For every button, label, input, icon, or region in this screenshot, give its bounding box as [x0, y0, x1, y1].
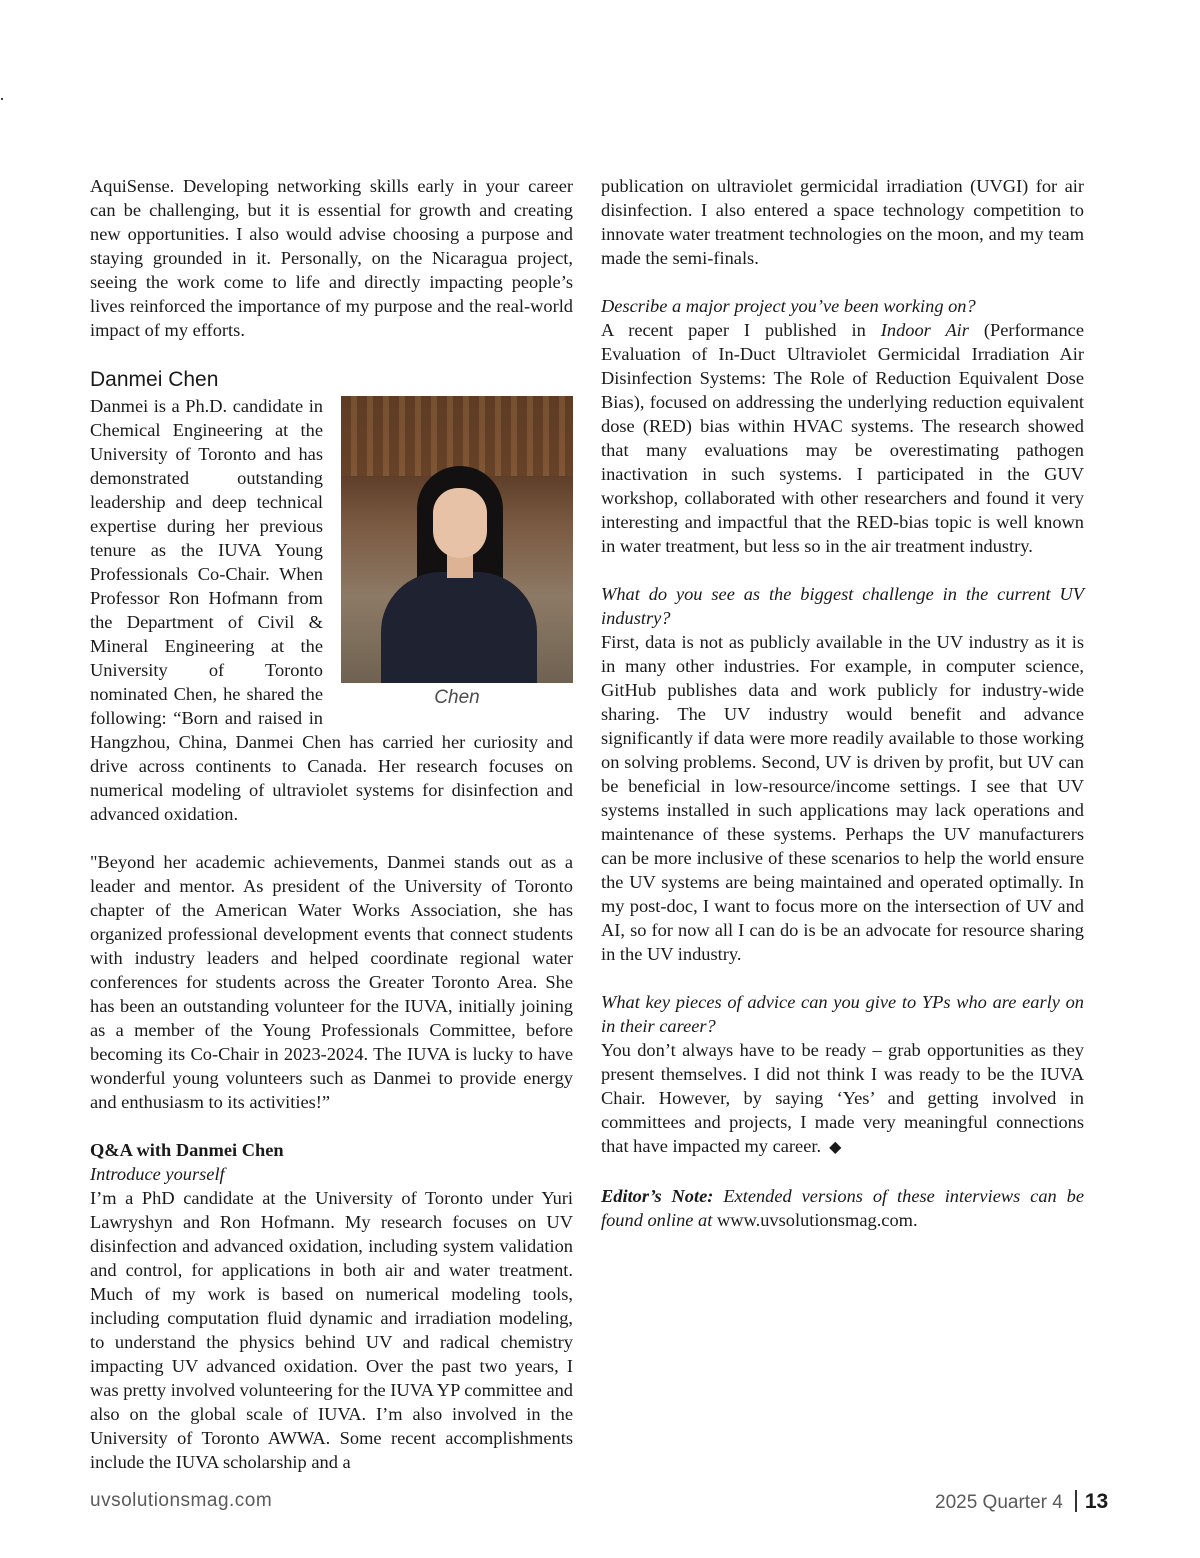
photo-caption: Chen: [434, 687, 480, 708]
editor-note-url[interactable]: www.uvsolutionsmag.com.: [716, 1210, 918, 1230]
continued-paragraph: publication on ultraviolet germicidal irradiation (UVGI) for air disinfection. I also entered a space technology competition to innovate water treatment technologies on the moon, and my team made the semi-finals.: [601, 176, 1084, 268]
answer-2-before: A recent paper I published in: [601, 320, 866, 340]
left-column: [90, 174, 573, 1474]
qa-answer-1: I’m a PhD candidate at the University of Toronto under Yuri Lawryshyn and Ron Hofmann. My research focuses on UV disinfection and advanced oxidation, including system validation and control, for applications in both air and water treatment. Much of my work is based on numerical modeling tools, including computation fluid dynamic and irradiation modeling, to understand the physics behind UV and radical chemistry impacting UV advanced oxidation. Over the past two years, I was pretty involved volunteering for the IUVA YP committee and also on the global scale of IUVA. I’m also involved in the University of Toronto AWWA. Some recent accomplishments include the IUVA scholarship and a: [90, 1188, 573, 1472]
qa-question-3: What do you see as the biggest challenge in the current UV industry?: [601, 584, 1084, 628]
qa-answer-4: [601, 1038, 1084, 1160]
qa-question-4: What key pieces of advice can you give to YPs who are early on in their career?: [601, 992, 1084, 1036]
qa-question-2: Describe a major project you’ve been working on?: [601, 296, 976, 316]
end-mark-icon: ◆: [829, 1139, 842, 1156]
qa-answer-2: [601, 318, 1084, 558]
profile-paragraph-2: "Beyond her academic achievements, Danmei stands out as a leader and mentor. As president of the University of Toronto chapter of the American Water Works Association, she has organized professional development events that connect students with industry leaders and helped coordinate regional water conferences for students across the Greater Toronto Area. She has been an outstanding volunteer for the IUVA, initially joining as a member of the Young Professionals Committee, before becoming its Co-Chair in 2023-2024. The IUVA is lucky to have wonderful young volunteers such as Danmei to provide energy and enthusiasm to its activities!”: [90, 852, 573, 1112]
footer-website[interactable]: uvsolutionsmag.com: [90, 1490, 273, 1511]
issue-label: 2025 Quarter 4: [935, 1492, 1063, 1513]
qa-heading: Q&A with Danmei Chen: [90, 1140, 284, 1160]
footer-issue: [935, 1490, 1108, 1514]
right-column: [601, 174, 1084, 1232]
intro-paragraph: AquiSense. Developing networking skills early in your career can be challenging, but it is essential for growth and creating new opportunities. I also would advise choosing a purpose and staying grounded in it. Personally, on the Nicaragua project, seeing the work come to life and directly impacting people’s lives reinforced the importance of my purpose and the real-world impact of my efforts.: [90, 176, 573, 340]
editor-note-label: Editor’s Note:: [601, 1186, 714, 1206]
section-heading: Danmei Chen: [90, 368, 219, 391]
page-number: 13: [1084, 1490, 1109, 1513]
editor-note: [601, 1184, 1084, 1232]
stray-mark: [1, 98, 3, 100]
portrait-figure: [341, 396, 573, 711]
footer-divider: [1075, 1490, 1077, 1512]
answer-2-after: (Performance Evaluation of In-Duct Ultraviolet Germicidal Irradiation Air Disinfection Systems: The Role of Reduction Equivalent Dose Bias), focused on addressing the underlying reduction equivalent dose (RED) bias within HVAC systems. The research showed that many evaluations may be overestimating pathogen inactivation in such systems. I participated in the GUV workshop, collaborated with other researchers and found it very interesting and impactful that the RED-bias topic is well known in water treatment, but less so in the air treatment industry.: [601, 320, 1084, 556]
profile-paragraph-1: Danmei is a Ph.D. candidate in Chemical Engineering at the University of Toronto and has demonstrated outstanding leadership and deep technical expertise during her previous tenure as the IUVA Young Professionals Co-Chair. When Professor Ron Hofmann from the Department of Civil & Mineral Engineering at the University of Toronto nominated Chen, he shared the following: “Born and raised in Hangzhou, China, Danmei Chen has carried her curiosity and drive across continents to Canada. Her research focuses on numerical modeling of ultraviolet systems for disinfection and advanced oxidation.: [90, 396, 573, 824]
qa-question-1: Introduce yourself: [90, 1164, 225, 1184]
journal-name: Indoor Air: [880, 320, 969, 340]
answer-4-text: You don’t always have to be ready – grab opportunities as they present themselves. I did not think I was ready to be the IUVA Chair. However, by saying ‘Yes’ and getting involved in committees and projects, I made very meaningful connections that have impacted my career.: [601, 1040, 1084, 1156]
portrait-photo: [341, 396, 573, 683]
qa-answer-3: First, data is not as publicly available in the UV industry as it is in many other industries. For example, in computer science, GitHub publishes data and work publicly for industry-wide sharing. The UV industry would benefit and advance significantly if data were more readily available to those working on solving problems. Second, UV is driven by profit, but UV can be beneficial in low-resource/income settings. I see that UV systems installed in such applications may lack operations and maintenance of these systems. Perhaps the UV manufacturers can be more inclusive of these scenarios to help the world ensure the UV systems are being maintained and operated optimally. In my post-doc, I want to focus more on the intersection of UV and AI, so for now all I can do is be an advocate for resource sharing in the UV industry.: [601, 632, 1084, 964]
editor-note-text: Extended versions of these interviews can be found online at: [601, 1186, 1084, 1230]
